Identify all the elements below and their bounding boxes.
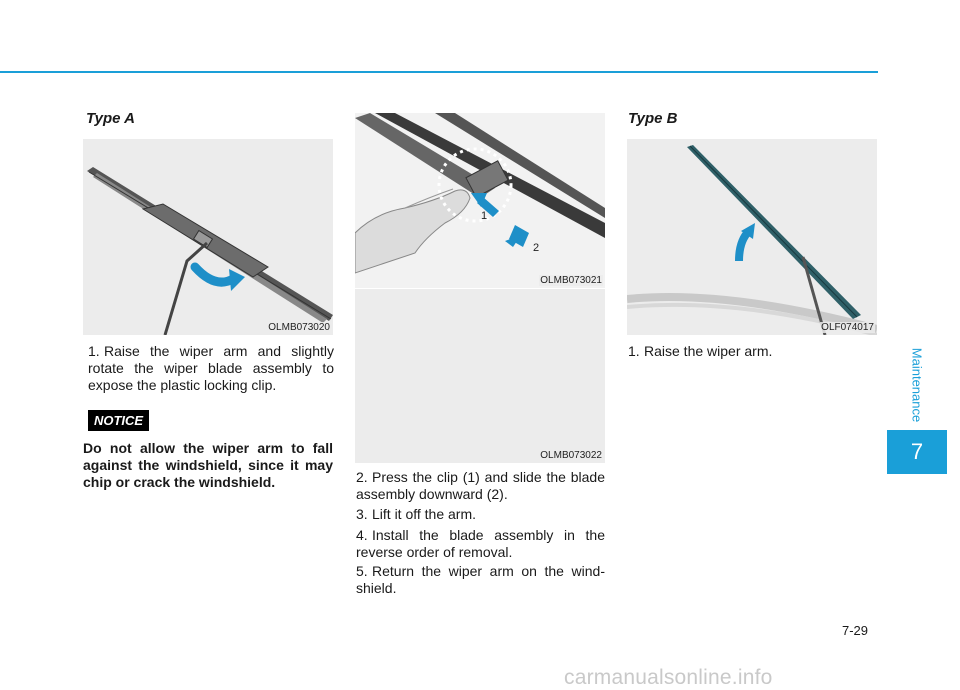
figure-code-blank: OLMB073022 — [540, 450, 602, 461]
step-text: Lift it off the arm. — [372, 506, 477, 522]
notice-badge: NOTICE — [88, 410, 149, 431]
type-a-step-1 — [88, 343, 334, 394]
middle-step-4 — [356, 527, 605, 561]
wiper-illustration-a — [83, 139, 333, 335]
step-number: 5. — [356, 563, 368, 579]
wiper-illustration-b — [627, 139, 877, 335]
step-number: 2. — [356, 469, 368, 485]
type-b-heading: Type B — [628, 110, 678, 127]
figure-type-b — [627, 139, 877, 335]
section-tab — [887, 340, 947, 430]
step-number: 1. — [628, 343, 640, 359]
callout-1: 1 — [481, 210, 488, 222]
step-text: Install the blade assembly in the reverse order of removal. — [356, 527, 605, 560]
step-text: Press the clip (1) and slide the blade assembly downward (2). — [356, 469, 605, 502]
notice-text: Do not allow the wiper arm to fall against the windshield, since it may chip or crack the windshield. — [83, 440, 333, 490]
step-text: Raise the wiper arm. — [644, 343, 773, 359]
step-text: Return the wiper arm on the wind-shield. — [356, 563, 605, 596]
section-label: Maintenance — [909, 347, 925, 423]
type-b-step-1 — [628, 343, 877, 360]
type-a-heading: Type A — [86, 110, 135, 127]
step-number: 1. — [88, 343, 100, 359]
step-number: 4. — [356, 527, 368, 543]
figure-code-a: OLMB073020 — [268, 322, 330, 333]
middle-step-3 — [356, 506, 605, 523]
figure-code-clip: OLMB073021 — [540, 275, 602, 286]
figure-code-b: OLF074017 — [821, 322, 874, 333]
clip-release-illustration — [355, 113, 605, 288]
chapter-number: 7 — [887, 430, 947, 474]
figure-clip-release — [355, 113, 605, 288]
figure-blank — [355, 289, 605, 463]
middle-step-2 — [356, 469, 605, 503]
page-number: 7-29 — [842, 623, 869, 638]
step-text: Raise the wiper arm and slightly rotate the wiper blade assembly to expose the plastic locking clip. — [88, 343, 334, 393]
header-rule — [0, 71, 878, 73]
step-number: 3. — [356, 506, 368, 522]
watermark: carmanualsonline.info — [564, 666, 773, 689]
figure-type-a — [83, 139, 333, 335]
callout-2: 2 — [533, 242, 540, 254]
middle-step-5 — [356, 563, 605, 597]
